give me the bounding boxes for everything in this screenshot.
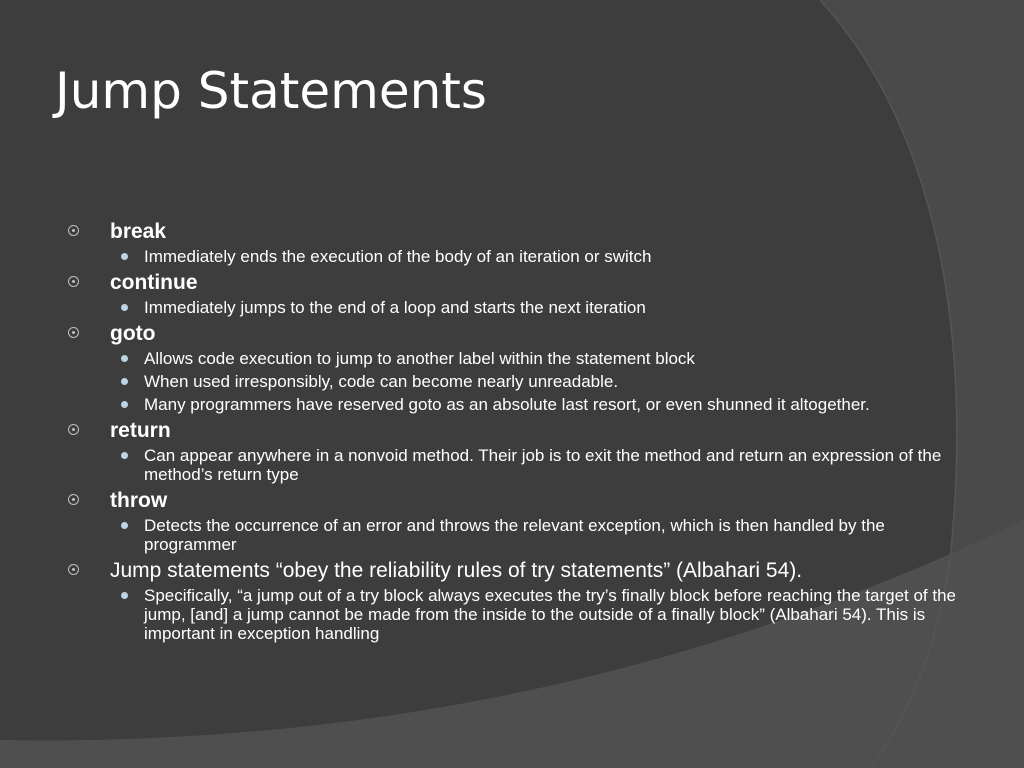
circle-bullet-icon bbox=[68, 276, 79, 287]
bullet-heading: goto bbox=[110, 322, 156, 345]
bullet-heading: continue bbox=[110, 271, 198, 294]
sub-bullet-item bbox=[110, 247, 966, 266]
circle-bullet-icon bbox=[68, 424, 79, 435]
sub-bullet-list bbox=[110, 446, 966, 484]
sub-bullet-item bbox=[110, 446, 966, 484]
slide-content bbox=[66, 219, 966, 647]
dot-bullet-icon bbox=[121, 378, 128, 385]
dot-bullet-icon bbox=[121, 592, 128, 599]
circle-bullet-icon bbox=[68, 494, 79, 505]
sub-bullet-item bbox=[110, 372, 966, 391]
sub-bullet-item bbox=[110, 395, 966, 414]
circle-bullet-icon bbox=[68, 225, 79, 236]
sub-bullet-item bbox=[110, 516, 966, 554]
bullet-item bbox=[66, 488, 966, 554]
slide-title: Jump Statements bbox=[55, 62, 487, 120]
bullet-heading: return bbox=[110, 419, 171, 442]
bullet-item bbox=[66, 418, 966, 484]
sub-bullet-list bbox=[110, 586, 966, 643]
dot-bullet-icon bbox=[121, 304, 128, 311]
sub-bullet-list bbox=[110, 516, 966, 554]
dot-bullet-icon bbox=[121, 355, 128, 362]
sub-bullet-item bbox=[110, 349, 966, 368]
dot-bullet-icon bbox=[121, 401, 128, 408]
bullet-list bbox=[66, 219, 966, 643]
bullet-item bbox=[66, 321, 966, 414]
circle-bullet-icon bbox=[68, 327, 79, 338]
sub-bullet-text: Detects the occurrence of an error and throws the relevant exception, which is then handled by the programmer bbox=[144, 516, 885, 554]
bullet-heading: break bbox=[110, 220, 167, 243]
dot-bullet-icon bbox=[121, 253, 128, 260]
sub-bullet-text: Immediately jumps to the end of a loop and starts the next iteration bbox=[144, 298, 646, 317]
bullet-heading: Jump statements “obey the reliability rules of try statements” (Albahari 54). bbox=[110, 559, 803, 582]
sub-bullet-item bbox=[110, 586, 966, 643]
sub-bullet-text: When used irresponsibly, code can become nearly unreadable. bbox=[144, 372, 619, 391]
sub-bullet-text: Can appear anywhere in a nonvoid method. Their job is to exit the method and return an expression of the method’s return type bbox=[144, 446, 942, 484]
bullet-item bbox=[66, 219, 966, 266]
sub-bullet-item bbox=[110, 298, 966, 317]
circle-bullet-icon bbox=[68, 564, 79, 575]
sub-bullet-text: Immediately ends the execution of the body of an iteration or switch bbox=[144, 247, 652, 266]
dot-bullet-icon bbox=[121, 452, 128, 459]
bullet-item bbox=[66, 558, 966, 643]
sub-bullet-text: Allows code execution to jump to another label within the statement block bbox=[144, 349, 695, 368]
sub-bullet-text: Many programmers have reserved goto as an absolute last resort, or even shunned it altogether. bbox=[144, 395, 870, 414]
sub-bullet-list bbox=[110, 298, 966, 317]
sub-bullet-list bbox=[110, 247, 966, 266]
dot-bullet-icon bbox=[121, 522, 128, 529]
sub-bullet-list bbox=[110, 349, 966, 414]
bullet-heading: throw bbox=[110, 489, 168, 512]
sub-bullet-text: Specifically, “a jump out of a try block always executes the try’s finally block before reaching the target of the jump, [and] a jump cannot be made from the inside to the outside of a finally block” (Albahari 54). This is important in exception handling bbox=[144, 586, 956, 643]
bullet-item bbox=[66, 270, 966, 317]
